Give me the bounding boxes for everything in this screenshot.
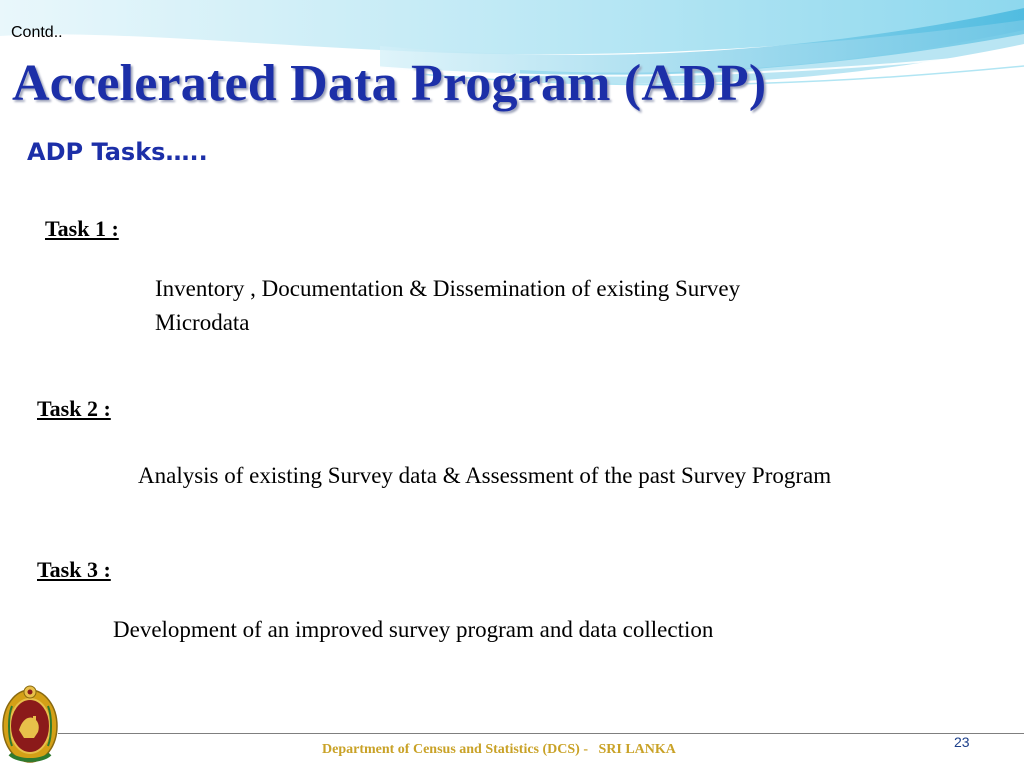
task-2-label: Task 2 :: [37, 396, 111, 421]
slide-title: Accelerated Data Program (ADP): [12, 55, 767, 112]
footer-divider: [58, 733, 1024, 734]
task-3-description: Development of an improved survey program and data collection: [113, 617, 714, 642]
sri-lanka-emblem-icon: [0, 676, 60, 768]
footer-department-text: Department of Census and Statistics (DCS) - SRI LANKA: [322, 742, 676, 757]
task-3-label: Task 3 :: [37, 557, 111, 582]
task-1-description-line-1: Inventory , Documentation & Dissemination of existing Survey: [155, 276, 741, 301]
task-2-description: Analysis of existing Survey data & Assessment of the past Survey Program: [138, 463, 832, 488]
slide-subtitle: ADP Tasks…..: [27, 138, 208, 166]
task-1-description-line-2: Microdata: [155, 310, 250, 335]
continued-label: Contd..: [11, 24, 63, 41]
task-1-description: [155, 272, 740, 340]
task-1-label: Task 1 :: [45, 216, 119, 241]
slide-page-number: 23: [954, 734, 970, 750]
